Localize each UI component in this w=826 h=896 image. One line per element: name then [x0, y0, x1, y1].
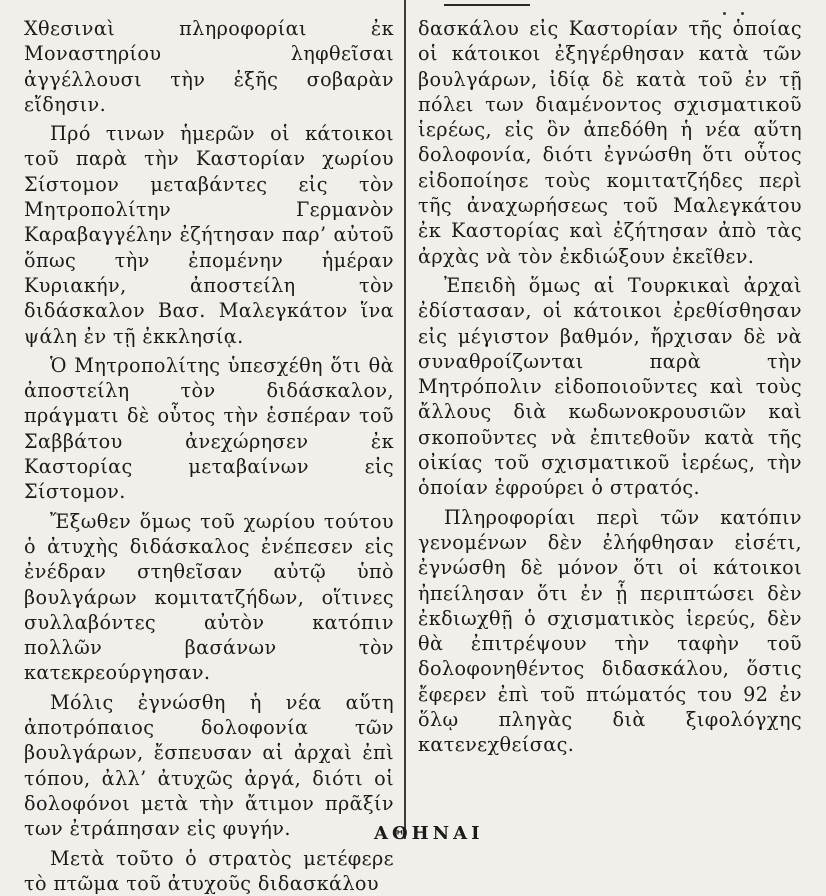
paragraph: Πληροφορίαι περὶ τῶν κατόπιν γενομένων δὲν ἐλήφθησαν εἰσέτι, ἐγνώσθη δὲ μόνον ὅτι οἱ κάτοικοι ἠπείλησαν ὅτι ἐν ᾗ περιπτώσει δὲν ἐκδιωχθῇ ὁ σχισματικὸς ἱερεύς, δὲν θὰ ἐπιτρέψουν τὴν ταφὴν τοῦ δολοφονηθέντος διδασκάλου, ὅστις ἔφερεν ἐπὶ τοῦ πτώματός του 92 ἐν ὅλῳ πληγὰς διὰ ξιφολόγχης κατενεχθείσας.: [418, 505, 802, 758]
ink-speck: [723, 12, 726, 15]
next-headline-fragment: [374, 830, 474, 839]
paragraph: Μετὰ τοῦτο ὁ στρατὸς μετέφερε τὸ πτῶμα τοῦ ἀτυχοῦς διδασκάλου: [24, 846, 394, 896]
paragraph: Μόλις ἐγνώσθη ἡ νέα αὕτη ἀποτρόπαιος δολοφονία τῶν βουλγάρων, ἔσπευσαν αἱ ἀρχαὶ ἐπὶ τόπου, ἀλλ’ ἀτυχῶς ἀργά, διότι οἱ δολοφόνοι μετὰ τὴν ἄτιμον πρᾶξίν των ἐτράπησαν εἰς φυγήν.: [24, 690, 394, 842]
paragraph: Ἔξωθεν ὅμως τοῦ χωρίου τούτου ὁ ἀτυχὴς διδάσκαλος ἐνέπεσεν εἰς ἐνέδραν στηθεῖσαν αὐτῷ ὑπὸ βουλγάρων κομιτατζήδων, οἵτινες συλλαβόντες αὐτὸν κατόπιν πολλῶν βασάνων τὸν κατεκρεούργησαν.: [24, 509, 394, 686]
paragraph: Ὁ Μητροπολίτης ὑπεσχέθη ὅτι θὰ ἀποστείλη τὸν διδάσκαλον, πράγματι δὲ οὗτος τὴν ἑσπέραν τοῦ Σαββάτου ἀνεχώρησεν ἐκ Καστορίας μεταβαίνων εἰς Σίστομον.: [24, 353, 394, 505]
top-rule: [444, 4, 530, 6]
left-column: [24, 16, 394, 896]
column-divider: [404, 0, 406, 839]
paragraph: Χθεσιναὶ πληροφορίαι ἐκ Μοναστηρίου ληφθεῖσαι ἀγγέλλουσι τὴν ἑξῆς σοβαρὰν εἴδησιν.: [24, 16, 394, 117]
right-column: [418, 16, 802, 758]
ink-speck: [741, 12, 744, 15]
paragraph: Ἐπειδὴ ὅμως αἱ Τουρκικαὶ ἀρχαὶ ἐδίστασαν, οἱ κάτοικοι ἐρεθίσθησαν εἰς μέγιστον βαθμόν, ἤρχισαν δὲ νὰ συναθροίζωνται παρὰ τὴν Μητρόπολιν εἰδοποιοῦντες καὶ τοὺς ἄλλους διὰ κωδωνοκρουσιῶν καὶ σκοποῦντες νὰ ἐπιτεθοῦν κατὰ τῆς οἰκίας τοῦ σχισματικοῦ ἱερέως, τὴν ὁποίαν ἐφρούρει ὁ στρατός.: [418, 273, 802, 501]
paragraph: Πρό τινων ἡμερῶν οἱ κάτοικοι τοῦ παρὰ τὴν Καστορίαν χωρίου Σίστομον μεταβάντες εἰς τὸν Μητροπολίτην Γερμανὸν Καραβαγγέλην ἐζήτησαν παρ’ αὐτοῦ ὅπως τὴν ἐπομένην ἡμέραν Κυριακήν, ἀποστείλη τὸν διδάσκαλον Βασ. Μαλεγκάτον ἵνα ψάλη ἐν τῇ ἐκκλησίᾳ.: [24, 121, 394, 349]
paragraph: δασκάλου εἰς Καστορίαν τῆς ὁποίας οἱ κάτοικοι ἐξηγέρθησαν κατὰ τῶν βουλγάρων, ἰδίᾳ δὲ κατὰ τοῦ ἐν τῇ πόλει των διαμένοντος σχισματικοῦ ἱερέως, εἰς ὃν ἀπεδόθη ἡ νέα αὕτη δολοφονία, διότι ἐγνώσθη ὅτι οὗτος εἰδοποίησε τοὺς κομιτατζήδες περὶ τῆς ἀναχωρήσεως τοῦ Μαλεγκάτου ἐκ Καστορίας καὶ ἐζήτησαν ἀπὸ τὰς ἀρχὰς νὰ τὸν ἐκδιώξουν ἐκεῖθεν.: [418, 16, 802, 269]
next-headline-text: ΑΘΗΝΑΙ: [374, 823, 474, 844]
